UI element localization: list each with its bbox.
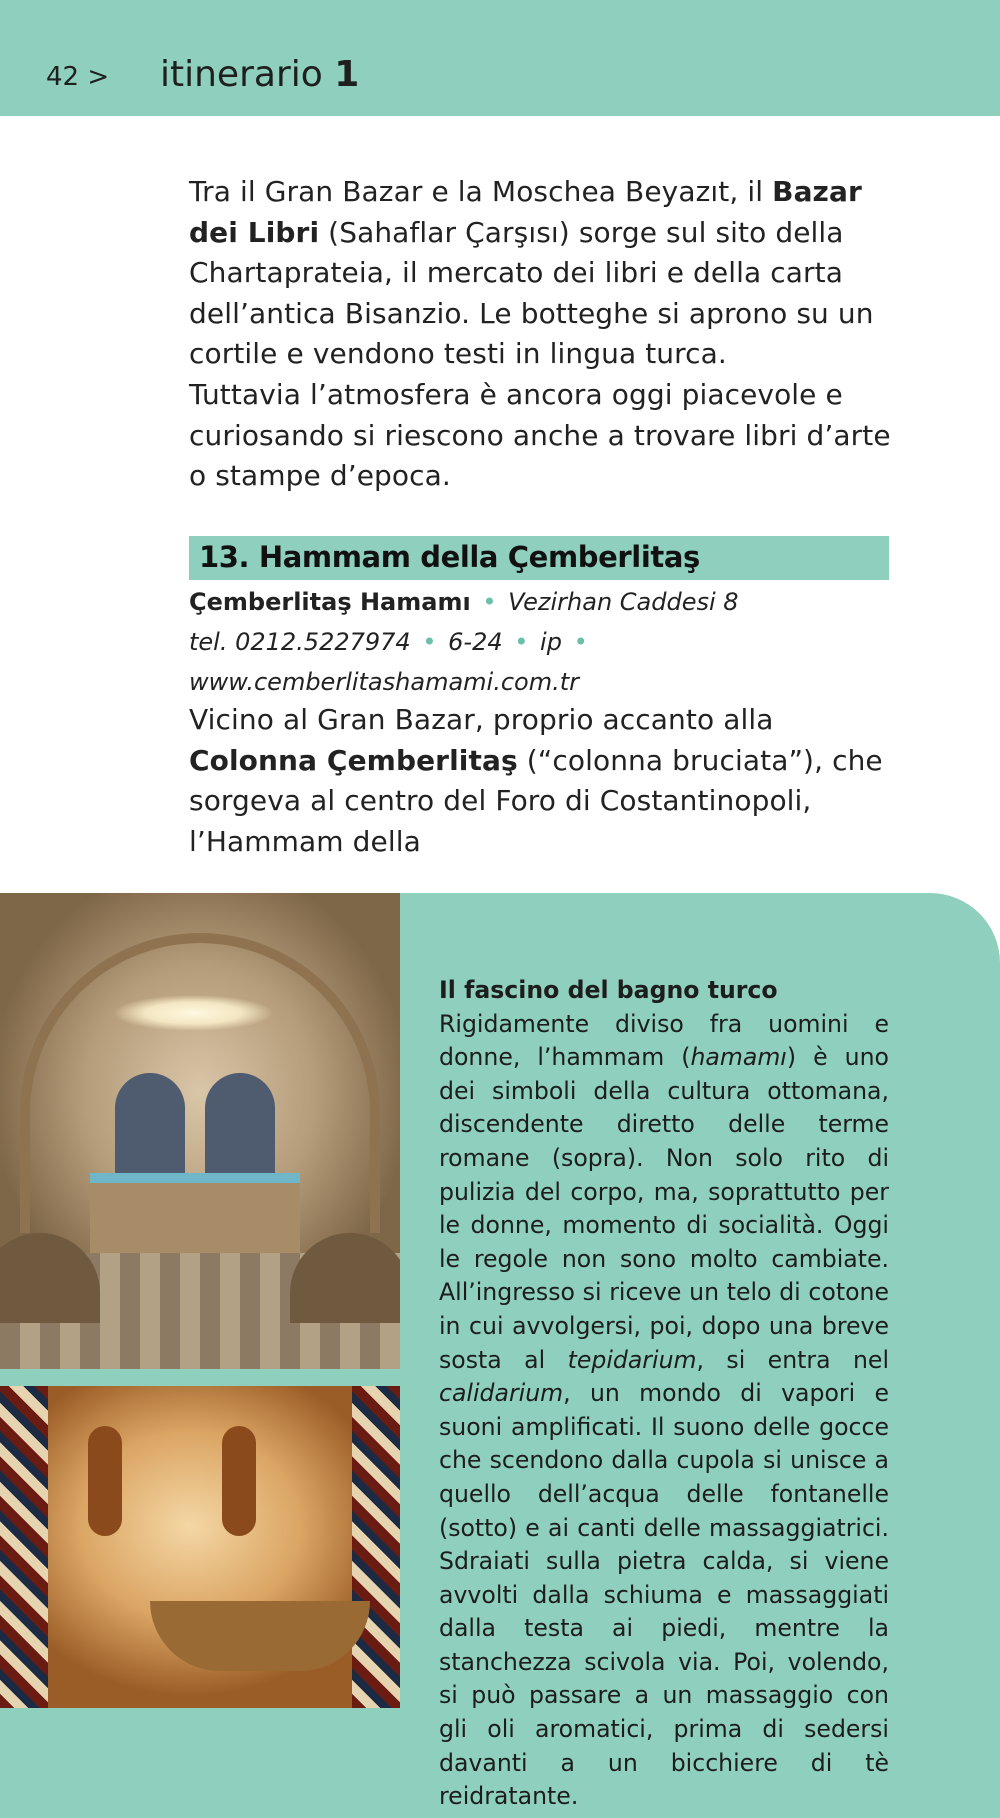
bullet-separator: • bbox=[482, 588, 497, 616]
fountain-photo bbox=[0, 1386, 400, 1708]
hammam-interior-photo bbox=[0, 893, 400, 1369]
itinerary-number: 1 bbox=[334, 54, 360, 95]
photo-basin bbox=[150, 1601, 370, 1671]
photo-platform bbox=[290, 1233, 400, 1323]
venue-price: ip bbox=[540, 628, 562, 656]
itinerary-label: itinerario bbox=[160, 54, 323, 95]
sidebar-text bbox=[439, 1008, 889, 1814]
venue-website[interactable]: www.cemberlitashamami.com.tr bbox=[189, 668, 579, 696]
sidebar-box bbox=[439, 974, 889, 1814]
photo-platform bbox=[0, 1233, 100, 1323]
sidebar-italic-3: calidarium bbox=[439, 1379, 564, 1408]
intro-text-1: Tra il Gran Bazar e la Moschea Beyazıt, il bbox=[189, 175, 773, 208]
section-title-band bbox=[189, 536, 889, 580]
venue-info-line-2 bbox=[189, 622, 909, 702]
body-paragraph bbox=[189, 700, 909, 862]
venue-address: Vezirhan Caddesi 8 bbox=[508, 588, 739, 616]
body-text-2: (“colonna bruciata”), che sorgeva al centro del Foro di Costantinopoli, l’Hammam della bbox=[189, 743, 883, 858]
section-title: 13. Hammam della Çemberlitaş bbox=[199, 540, 700, 574]
intro-paragraph bbox=[189, 172, 909, 497]
sidebar-text-4: , un mondo di vapori e suoni amplificati. Il suono delle gocce che scendono dalla cupola si unisce a quello dell’acqua delle fontanelle (sotto) e ai canti delle massaggiatrici. Sdraiati sulla pietra calda, si viene avvolti dalla schiuma e massaggiati dalla testa ai piedi, mentre la stanchezza scivola via. Poi, volendo, si può passare a un massaggio con gli oli aromatici, prima di sedersi davanti a un bicchiere di tè reidratante. bbox=[439, 1379, 889, 1811]
photo-pool bbox=[90, 1173, 300, 1263]
sidebar-italic-2: tepidarium bbox=[567, 1345, 697, 1374]
bullet-separator: • bbox=[573, 628, 588, 656]
body-text-1: Vicino al Gran Bazar, proprio accanto alla bbox=[189, 703, 774, 736]
sidebar-text-1: Rigidamente diviso fra uomini e donne, l’hammam ( bbox=[439, 1009, 889, 1072]
page-number: 42 > bbox=[46, 62, 110, 92]
bullet-separator: • bbox=[514, 628, 529, 656]
intro-text-3: Tuttavia l’atmosfera è ancora oggi piacevole e curiosando si riescono anche a trovare libri d’arte o stampe d’epoca. bbox=[189, 377, 891, 493]
bullet-separator: • bbox=[422, 628, 437, 656]
colonna-bold: Colonna Çemberlitaş bbox=[189, 743, 518, 777]
sidebar-text-2: ) è uno dei simboli della cultura ottomana, discendente diretto delle terme romane (sopra). Non solo rito di pulizia del corpo, ma, soprattutto per le donne, momento di socialità. Oggi le regole non sono molto cambiate. All’ingresso si riceve un telo di cotone in cui avvolgersi, poi, dopo una breve sosta al bbox=[439, 1043, 889, 1374]
header-band bbox=[0, 0, 1000, 116]
itinerary-heading bbox=[160, 54, 359, 95]
venue-hours: 6-24 bbox=[448, 628, 503, 656]
photo-tap bbox=[222, 1426, 256, 1536]
venue-name: Çemberlitaş Hamamı bbox=[189, 588, 471, 616]
photo-tiles bbox=[0, 1386, 48, 1708]
intro-text-2: (Sahaflar Çarşısı) sorge sul sito della Chartaprateia, il mercato dei libri e della carta dell’antica Bisanzio. Le botteghe si aprono su un cortile e vendono testi in lingua turca. bbox=[189, 215, 874, 371]
sidebar-text-3: , si entra nel bbox=[696, 1345, 890, 1374]
venue-info-line-1 bbox=[189, 582, 909, 622]
venue-phone: tel. 0212.5227974 bbox=[189, 628, 411, 656]
sidebar-italic-1: hamamı bbox=[690, 1043, 787, 1072]
photo-tiles bbox=[352, 1386, 400, 1708]
bazar-dei-libri-bold: Bazar dei Libri bbox=[189, 175, 862, 249]
photo-tap bbox=[88, 1426, 122, 1536]
sidebar-title: Il fascino del bagno turco bbox=[439, 976, 778, 1004]
